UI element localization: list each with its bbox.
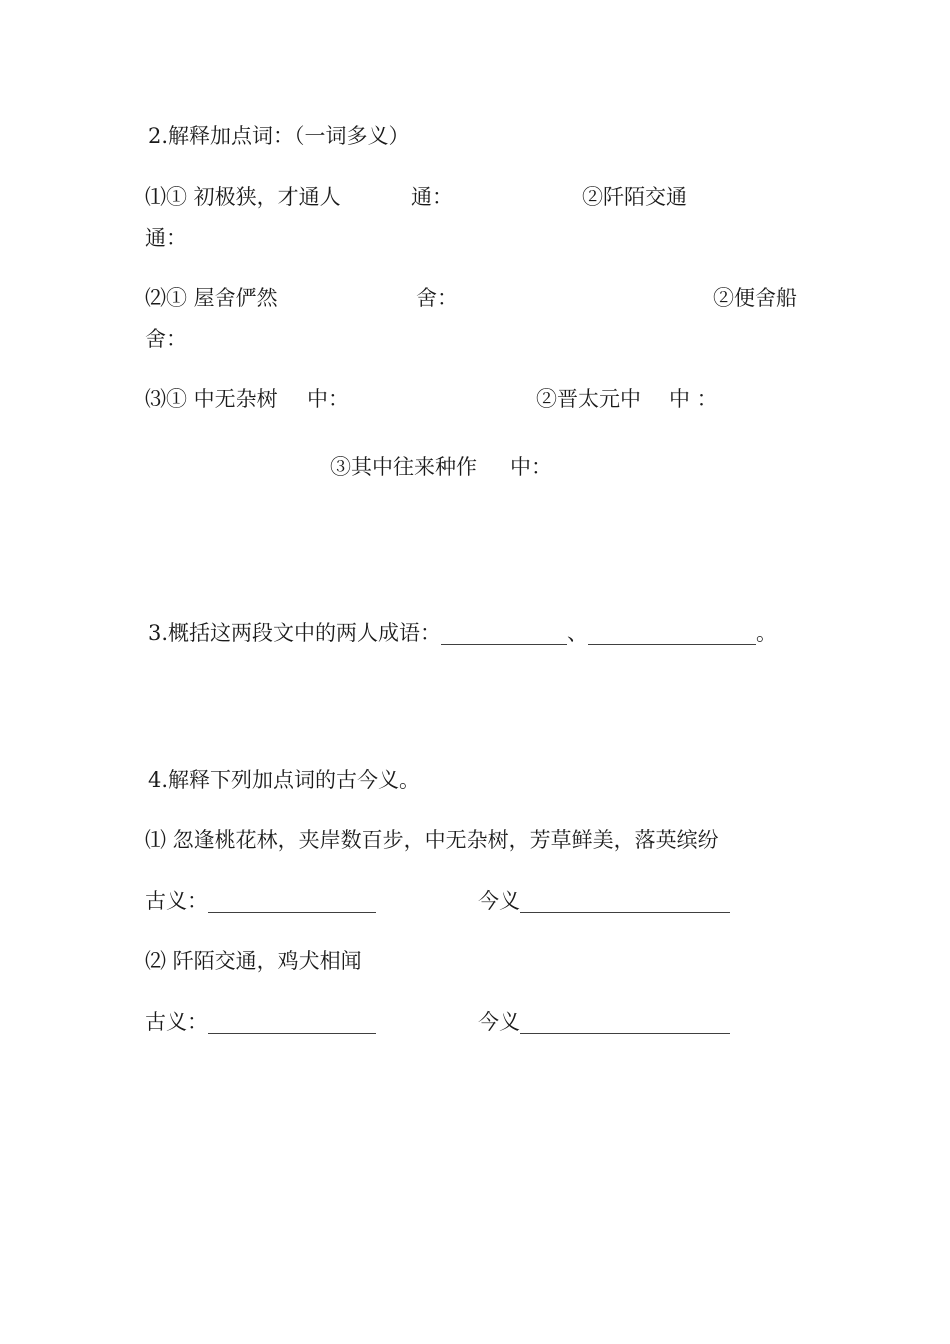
q4-item2-ancient: 古义：________________	[145, 1010, 376, 1034]
q2-item2-a: ⑵① 屋舍俨然	[145, 286, 278, 310]
q4-item1-modern: 今义____________________	[478, 889, 730, 913]
q2-item3-a: ⑶① 中无杂树	[145, 387, 278, 411]
q2-item1-b-label: 通：	[145, 226, 187, 250]
q2-item2-a-label: 舍：	[416, 286, 458, 310]
q4-item1-ancient: 古义：________________	[145, 889, 376, 913]
q3-text: 3.概括这两段文中的两人成语：____________、________________。	[148, 621, 778, 645]
q2-item2-b-label: 舍：	[145, 327, 187, 351]
q2-item3-a-label: 中：	[307, 387, 349, 411]
q2-item3-c-label: 中：	[510, 455, 552, 479]
q4-item1-sentence: ⑴ 忽逢桃花林，夹岸数百步，中无杂树，芳草鲜美，落英缤纷	[145, 828, 719, 852]
q2-title: 2.解释加点词：（一词多义）	[148, 124, 410, 148]
q2-item3-b: ②晋太元中	[536, 387, 641, 411]
q2-item3-c: ③其中往来种作	[330, 455, 477, 479]
q2-item1-a: ⑴① 初极狭，才通人	[145, 185, 341, 209]
q4-item2-sentence: ⑵ 阡陌交通，鸡犬相闻	[145, 949, 362, 973]
q4-title: 4.解释下列加点词的古今义。	[148, 768, 421, 792]
q2-item3-b-label: 中 ：	[669, 387, 718, 411]
q2-item1-a-label: 通：	[411, 185, 453, 209]
q4-item2-modern: 今义____________________	[478, 1010, 730, 1034]
q2-item2-b: ②便舍船	[713, 286, 797, 310]
q2-item1-b: ②阡陌交通	[582, 185, 687, 209]
